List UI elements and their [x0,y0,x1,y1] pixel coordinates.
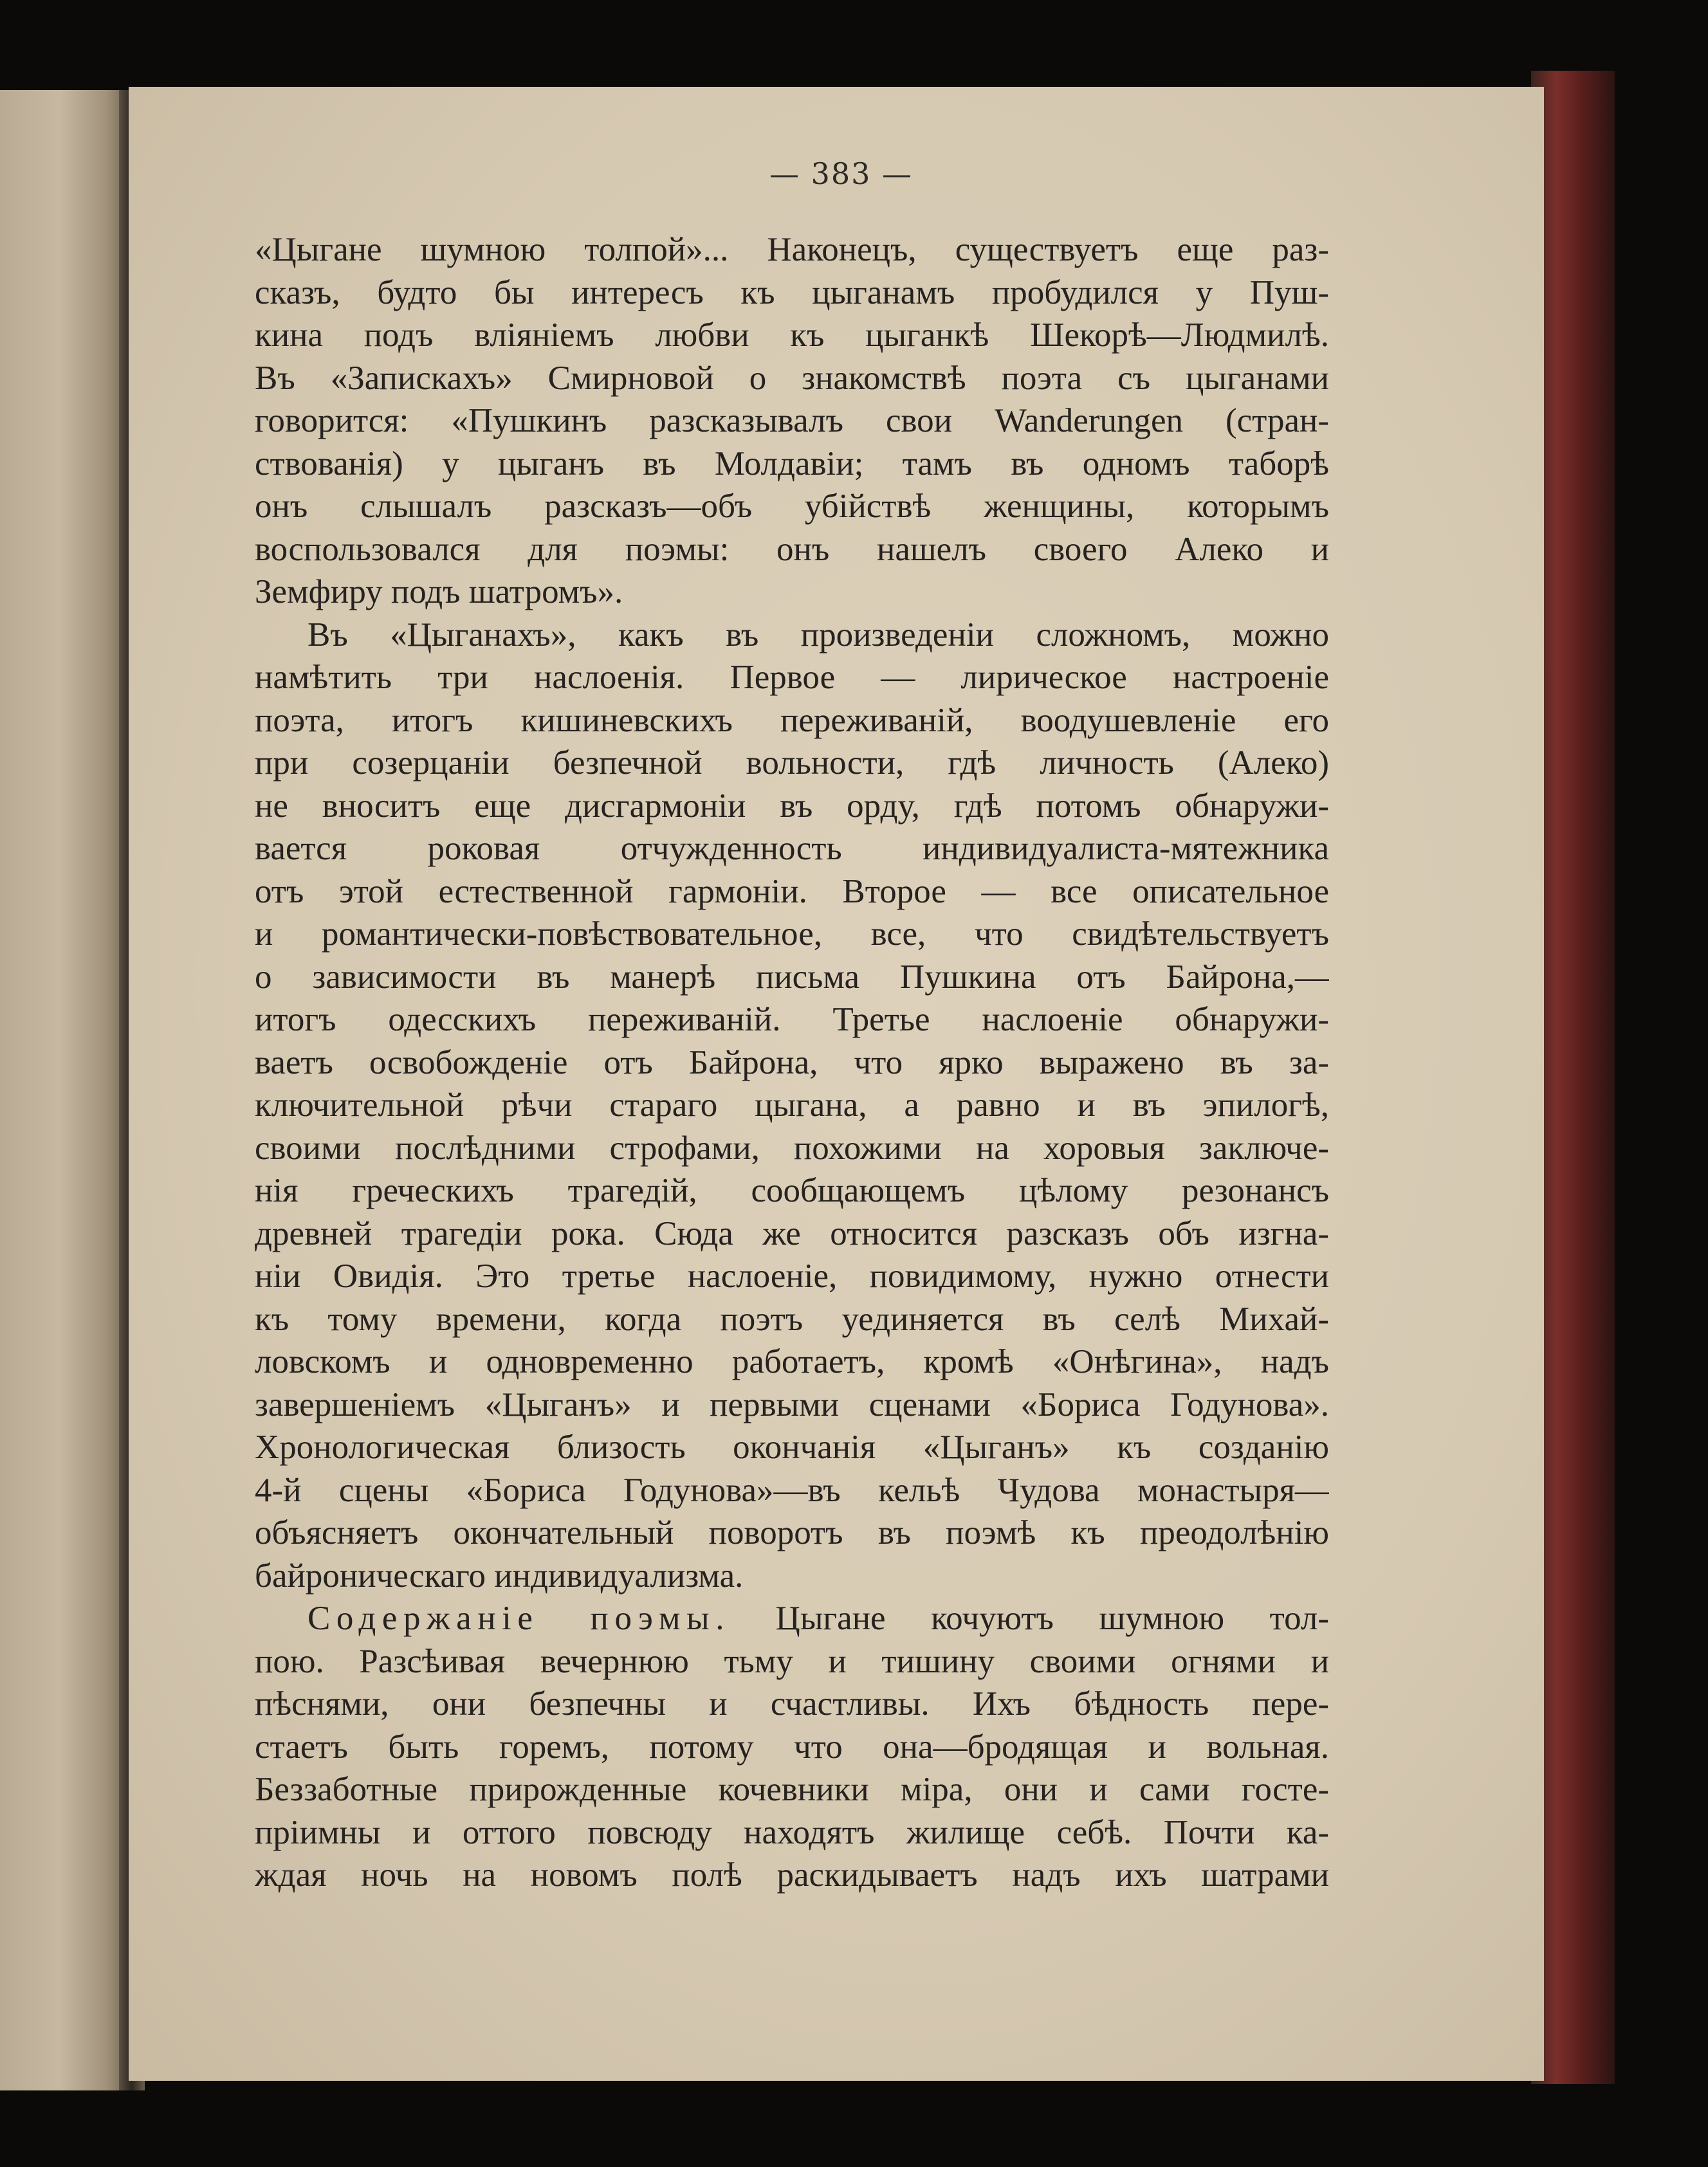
text-line: ловскомъ и одновременно работаетъ, кромѣ «Онѣгина», надъ [255,1343,1329,1380]
text-line: пѣснями, они безпечны и счастливы. Ихъ бѣдность пере- [255,1685,1329,1723]
text-line: кина подъ вліяніемъ любви къ цыганкѣ Шекорѣ—Людмилѣ. [255,316,1329,354]
text-line: стаетъ быть горемъ, потому что она—бродящая и вольная. [255,1728,1329,1766]
text-line: завершеніемъ «Цыганъ» и первыми сценами «Бориса Годунова». [255,1385,1329,1423]
page-number: — 383 — [769,156,914,191]
text-line: и романтически-повѣствовательное, все, что свидѣтельствуетъ [255,915,1329,953]
text-line: о зависимости въ манерѣ письма Пушкина отъ Байрона,— [255,958,1329,996]
text-line: ваетъ освобожденіе отъ Байрона, что ярко выражено въ за- [255,1043,1329,1081]
text-line: онъ слышалъ разсказъ—объ убійствѣ женщины, которымъ [255,488,1329,525]
text-line: поэта, итогъ кишиневскихъ переживаній, воодушевленіе его [255,701,1329,739]
text-line: «Цыгане шумною толпой»... Наконецъ, существуетъ еще раз- [255,231,1329,268]
text-line: къ тому времени, когда поэтъ уединяется въ селѣ Михай- [255,1300,1329,1338]
text-line: ніи Овидія. Это третье наслоеніе, повидимому, нужно отнести [255,1257,1329,1295]
text-line: Земфиру подъ шатромъ». [255,573,623,610]
text-line: сказъ, будто бы интересъ къ цыганамъ пробудился у Пуш- [255,273,1329,311]
text-line: ждая ночь на новомъ полѣ раскидываетъ надъ ихъ шатрами [255,1856,1329,1894]
text-line: при созерцаніи безпечной вольности, гдѣ личность (Алеко) [255,744,1329,782]
text-line: 4-й сцены «Бориса Годунова»—въ кельѣ Чудова монастыря— [255,1471,1329,1509]
text-line: объясняетъ окончательный поворотъ въ поэмѣ къ преодолѣнію [255,1514,1329,1551]
page-text [255,228,1329,1897]
text-line [255,1597,1329,1640]
text-line: ствованія) у цыганъ въ Молдавіи; тамъ въ одномъ таборѣ [255,444,1329,482]
text-line: нія греческихъ трагедій, сообщающемъ цѣлому резонансъ [255,1172,1329,1209]
section-heading: Содержаніе поэмы. [308,1600,730,1637]
text-line: пою. Разсѣивая вечернюю тьму и тишину своими огнями и [255,1642,1329,1680]
text-line: ключительной рѣчи стараго цыгана, а равно и въ эпилогѣ, [255,1086,1329,1124]
text-line: итогъ одесскихъ переживаній. Третье наслоеніе обнаружи- [255,1001,1329,1038]
text-line: Въ «Цыганахъ», какъ въ произведеніи сложномъ, можно [308,616,1329,654]
text-line: отъ этой естественной гармоніи. Второе — все описательное [255,872,1329,910]
text-line: воспользовался для поэмы: онъ нашелъ своего Алеко и [255,530,1329,568]
text-line: древней трагедіи рока. Сюда же относится разсказъ объ изгна- [255,1214,1329,1252]
text-line: говорится: «Пушкинъ разсказывалъ свои Wanderungen (стран- [255,402,1329,439]
text-line: Въ «Запискахъ» Смирновой о знакомствѣ поэта съ цыганами [255,359,1329,397]
text-line: байроническаго индивидуализма. [255,1557,744,1595]
text-line-rest: Цыгане кочуютъ шумною тол- [775,1600,1329,1637]
text-line: пріимны и оттого повсюду находятъ жилище себѣ. Почти ка- [255,1813,1329,1851]
text-line: не вноситъ еще дисгармоніи въ орду, гдѣ потомъ обнаружи- [255,787,1329,825]
text-line: намѣтить три наслоенія. Первое — лирическое настроеніе [255,659,1329,696]
text-line: вается роковая отчужденность индивидуалиста-мятежника [255,830,1329,867]
text-line: Беззаботные прирожденные кочевники міра, они и сами госте- [255,1771,1329,1808]
text-line: своими послѣдними строфами, похожими на хоровыя заключе- [255,1129,1329,1167]
left-page-edge [0,90,132,2090]
text-line: Хронологическая близость окончанія «Цыганъ» къ созданію [255,1429,1329,1466]
